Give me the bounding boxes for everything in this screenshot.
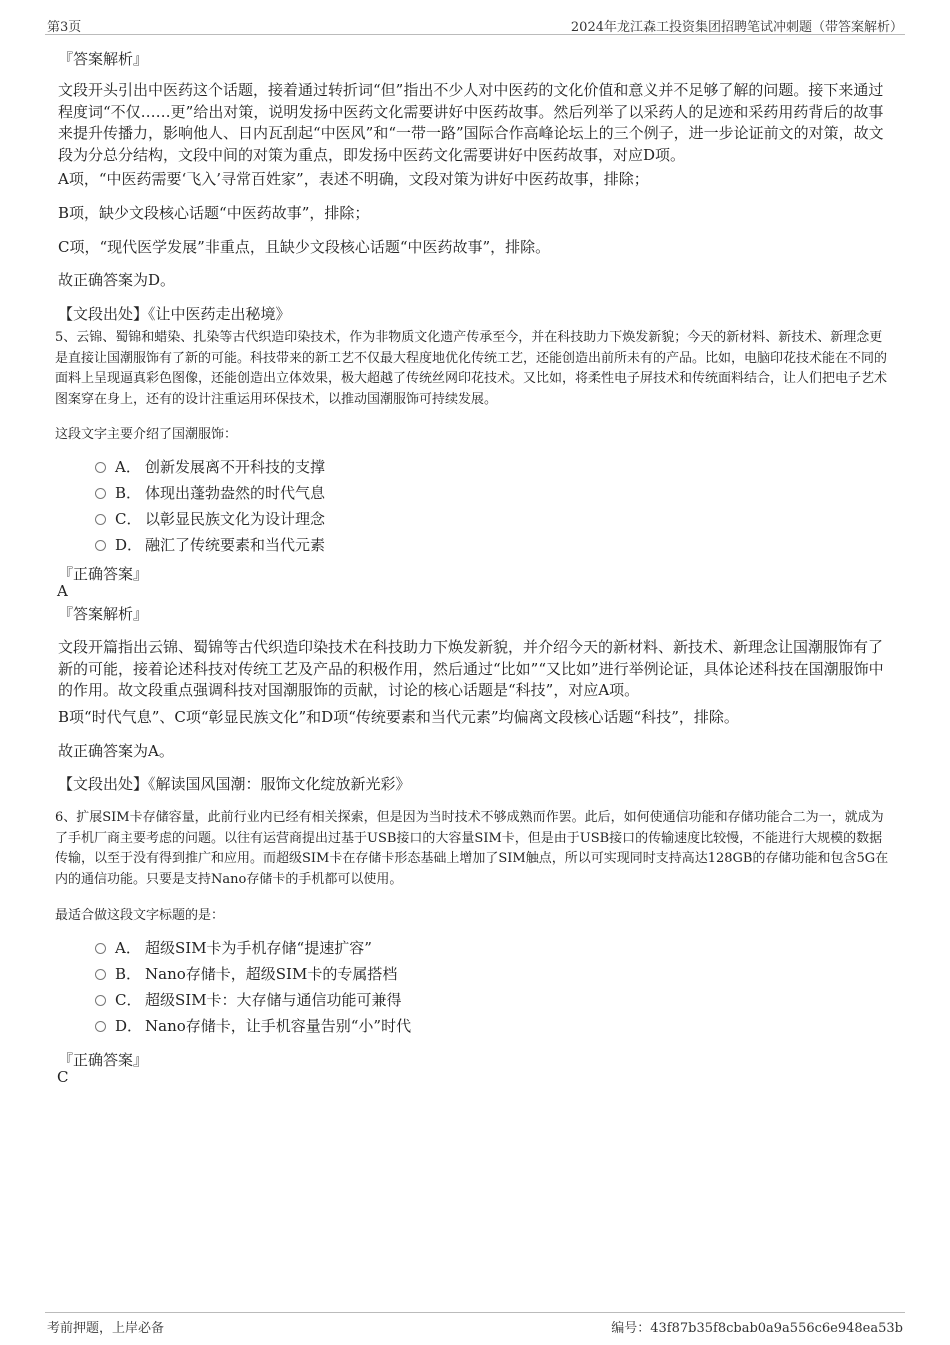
- radio-icon[interactable]: [95, 995, 106, 1006]
- option-c-analysis: C项，“现代医学发展”非重点，且缺少文段核心话题“中医药故事”，排除。: [58, 238, 551, 256]
- source: 【文段出处】《让中医药走出秘境》: [58, 305, 291, 323]
- radio-icon[interactable]: [95, 462, 106, 473]
- page-number: 第3页: [47, 20, 82, 35]
- radio-icon[interactable]: [95, 540, 106, 551]
- analysis-text: 文段开头引出中医药这个话题，接着通过转折词“但”指出不少人对中医药的文化价值和意义并不足够了解的问题。接下来通过程度词“不仅……更”给出对策，说明发扬中医药文化需要讲好中医药故事。然后列举了以采药人的足迹和采药用药背后的故事来提升传播力，影响他人、日内瓦刮起“中医风”和“一带一路”国际合作高峰论坛上的三个例子，进一步论证前文的对策，故文段为分总分结构，文段中间的对策为重点，即发扬中医药文化需要讲好中医药故事，对应D项。: [58, 81, 884, 164]
- radio-icon[interactable]: [95, 514, 106, 525]
- question-6-option-a[interactable]: A． 超级SIM卡为手机存储“提速扩容”: [95, 936, 372, 958]
- option-a-analysis: A项，“中医药需要‘飞入’寻常百姓家”，表述不明确，文段对策为讲好中医药故事，排除；: [58, 170, 649, 188]
- exclusion-text: B项“时代气息”、C项“彰显民族文化”和D项“传统要素和当代元素”均偏离文段核心话题“科技”，排除。: [58, 708, 739, 726]
- answer-label: 『正确答案』: [58, 565, 149, 583]
- analysis-label: 『答案解析』: [58, 50, 149, 68]
- page-footer: [45, 1312, 905, 1337]
- question-5-option-a[interactable]: A． 创新发展离不开科技的支撑: [95, 455, 325, 477]
- page-header: [45, 14, 905, 35]
- answer-value: A: [57, 582, 68, 600]
- question-5-option-d[interactable]: D． 融汇了传统要素和当代元素: [95, 533, 325, 555]
- question-5-option-c[interactable]: C． 以彰显民族文化为设计理念: [95, 507, 325, 529]
- radio-icon[interactable]: [95, 943, 106, 954]
- question-6-option-b[interactable]: B． Nano存储卡，超级SIM卡的专属搭档: [95, 962, 397, 984]
- question-5-option-b[interactable]: B． 体现出蓬勃盎然的时代气息: [95, 481, 325, 503]
- question-6-prompt: 最适合做这段文字标题的是：: [55, 908, 225, 923]
- question-6-option-d[interactable]: D． Nano存储卡，让手机容量告别“小”时代: [95, 1014, 411, 1036]
- analysis-label: 『答案解析』: [58, 605, 149, 623]
- conclusion: 故正确答案为A。: [58, 742, 174, 760]
- footer-slogan: 考前押题，上岸必备: [47, 1321, 165, 1336]
- radio-icon[interactable]: [95, 488, 106, 499]
- source: 【文段出处】《解读国风国潮：服饰文化绽放新光彩》: [58, 775, 411, 793]
- question-5-stem: 5、云锦、蜀锦和蜡染、扎染等古代织造印染技术，作为非物质文化遗产传承至今，并在科技助力下焕发新貌；今天的新材料、新技术、新理念更是直接让国潮服饰有了新的可能。科技带来的新工艺不仅最大程度地优化传统工艺，还能创造出前所未有的产品。比如，电脑印花技术能在不同的面料上呈现逼真彩色图像，还能创造出立体效果，极大超越了传统丝网印花技术。又比如，将柔性电子屏技术和传统面料结合，让人们把电子艺术图案穿在身上，还有的设计注重运用环保技术，以推动国潮服饰可持续发展。: [55, 330, 888, 407]
- answer-label: 『正确答案』: [58, 1051, 149, 1069]
- analysis-text: 文段开篇指出云锦、蜀锦等古代织造印染技术在科技助力下焕发新貌，并介绍今天的新材料、新技术、新理念让国潮服饰有了新的可能，接着论述科技对传统工艺及产品的积极作用，然后通过“比如”“又比如”进行举例论证，具体论述科技在国潮服饰中的作用。故文段重点强调科技对国潮服饰的贡献，讨论的核心话题是“科技”，对应A项。: [58, 638, 884, 699]
- answer-value: C: [57, 1068, 69, 1086]
- option-b-analysis: B项，缺少文段核心话题“中医药故事”，排除；: [58, 204, 370, 222]
- question-6-option-c[interactable]: C． 超级SIM卡：大存储与通信功能可兼得: [95, 988, 402, 1010]
- radio-icon[interactable]: [95, 1021, 106, 1032]
- radio-icon[interactable]: [95, 969, 106, 980]
- document-id: 编号：43f87b35f8cbab0a9a556c6e948ea53b: [611, 1321, 903, 1336]
- conclusion: 故正确答案为D。: [58, 271, 176, 289]
- question-6-stem: 6、扩展SIM卡存储容量，此前行业内已经有相关探索，但是因为当时技术不够成熟而作罢。此后，如何使通信功能和存储功能合二为一，就成为了手机厂商主要考虑的问题。以往有运营商提出过基于USB接口的大容量SIM卡，但是由于USB接口的传输速度比较慢，不能进行大规模的数据传输，以至于没有得到推广和应用。而超级SIM卡在存储卡形态基础上增加了SIM触点，所以可实现同时支持高达128GB的存储功能和包含5G在内的通信功能。只要是支持Nano存储卡的手机都可以使用。: [55, 810, 889, 887]
- document-title: 2024年龙江森工投资集团招聘笔试冲刺题（带答案解析）: [570, 20, 903, 35]
- question-5-prompt: 这段文字主要介绍了国潮服饰：: [55, 427, 238, 442]
